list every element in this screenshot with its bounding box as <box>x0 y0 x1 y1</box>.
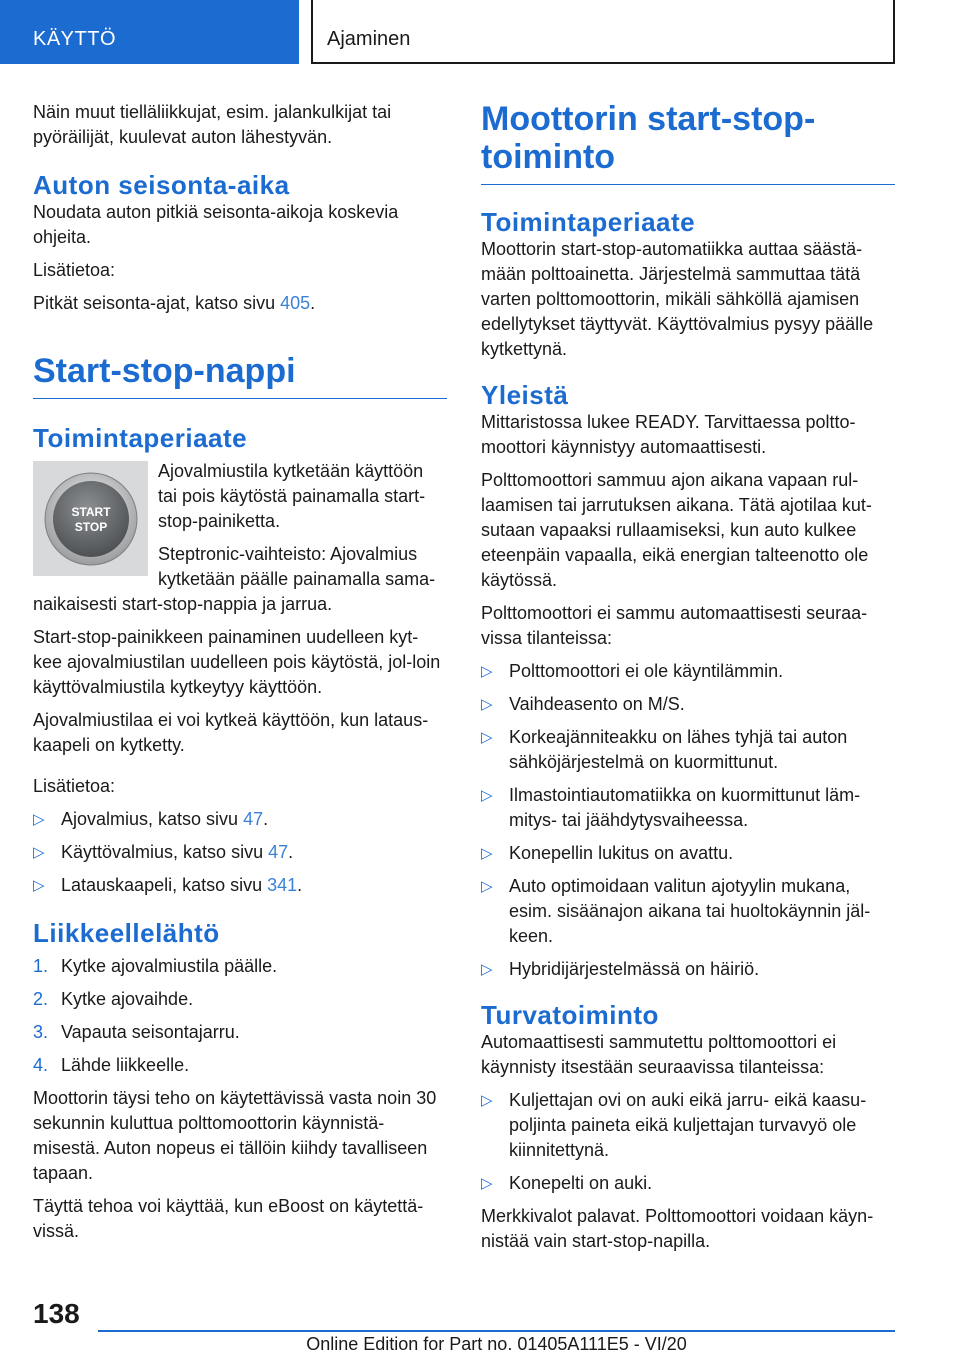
condition-text: Ilmastointiautomatiikka on kuormittunut läm-mitys- tai jäähdytysvaiheessa. <box>509 785 861 830</box>
list-item <box>33 807 447 832</box>
heading-principle-right: Toimintaperiaate <box>481 207 696 237</box>
list-item <box>481 1088 895 1163</box>
bullet-triangle-icon: ▷ <box>481 878 493 895</box>
heading-start-stop-button: Start-stop-nappi <box>33 352 447 399</box>
page-link-47[interactable]: 47 <box>243 809 264 829</box>
drive-steps-list <box>33 954 447 1078</box>
list-item <box>481 1171 895 1196</box>
step-text: Lähde liikkeelle. <box>61 1055 190 1075</box>
section-tab-label: KÄYTTÖ <box>33 28 117 50</box>
list-item <box>481 692 895 717</box>
list-item <box>33 954 447 979</box>
list-item <box>33 1053 447 1078</box>
parking-paragraph-3 <box>33 291 447 316</box>
ref-end: . <box>263 809 269 829</box>
list-item <box>481 659 895 684</box>
bullet-triangle-icon: ▷ <box>481 1092 493 1109</box>
ref-end: . <box>297 875 303 895</box>
safety-paragraph-2: Merkkivalot palavat. Polttomoottori voidaan käyn-nistää vain start-stop-napilla. <box>481 1206 874 1251</box>
right-principle-paragraph: Moottorin start-stop-automatiikka auttaa säästä-mään polttoainetta. Järjestelmä sammuttaa tätä varten polttomoottorin, mikäli sähköllä ajamisen edellytykset täyttyvät. Käyttövalmius pysyy päälle kytkettynä. <box>481 239 874 359</box>
bullet-triangle-icon: ▷ <box>481 787 493 804</box>
drive-paragraph-1: Moottorin täysi teho on käytettävissä vasta noin 30 sekunnin kuluttua polttomoottorin käynnistä-misestä. Auton nopeus ei tällöin kiihdy tavalliseen tapaan. <box>33 1088 437 1183</box>
more-info-label: Lisätietoa: <box>33 776 116 796</box>
safety-paragraph-1: Automaattisesti sammutettu polttomoottori ei käynnisty itsestään seuraavissa tilanteissa: <box>481 1032 837 1077</box>
list-item <box>33 1020 447 1045</box>
step-text: Kytke ajovaihde. <box>61 989 194 1009</box>
safety-item-text: Kuljettajan ovi on auki eikä jarru- eikä kaasu-poljinta paineta eikä kuljettajan turvavyö ole kiinnitettynä. <box>509 1090 867 1160</box>
heading-safety: Turvatoiminto <box>481 1000 659 1030</box>
bullet-triangle-icon: ▷ <box>33 877 45 894</box>
heading-principle-left: Toimintaperiaate <box>33 423 248 453</box>
parking-ref-text: Pitkät seisonta-ajat, katso sivu <box>33 293 281 313</box>
principle-paragraph-3: Start-stop-painikkeen painaminen uudelleen kyt-kee ajovalmiustilan uudelleen pois käytöstä, jol-loin käyttövalmiustila kytkeytyy käyttöön. <box>33 627 441 697</box>
list-item <box>481 874 895 949</box>
conditions-list <box>481 659 895 982</box>
condition-text: Hybridijärjestelmässä on häiriö. <box>509 959 760 979</box>
parking-paragraph-1: Noudata auton pitkiä seisonta-aikoja koskevia ohjeita. <box>33 202 399 247</box>
heading-parking: Auton seisonta-aika <box>33 170 290 200</box>
principle-paragraph-2: Steptronic-vaihteisto: Ajovalmius kytketään päälle painamalla sama-naikaisesti start-stop-nappia ja jarrua. <box>33 544 436 614</box>
bullet-triangle-icon: ▷ <box>481 729 493 746</box>
right-column <box>481 100 895 1262</box>
step-number: 3. <box>33 1022 49 1042</box>
list-item <box>33 840 447 865</box>
ref-text: Käyttövalmius, katso sivu <box>61 842 269 862</box>
principle-paragraph-4: Ajovalmiustilaa ei voi kytkeä käyttöön, kun lataus-kaapeli on kytketty. <box>33 710 429 755</box>
section-tab <box>0 0 299 64</box>
step-text: Kytke ajovalmiustila päälle. <box>61 956 278 976</box>
button-label-start: START <box>70 504 111 519</box>
parking-paragraph-2: Lisätietoa: <box>33 260 116 280</box>
condition-text: Konepellin lukitus on avattu. <box>509 843 734 863</box>
bullet-triangle-icon: ▷ <box>481 1175 493 1192</box>
principle-paragraph-1: Ajovalmiustila kytketään käyttöön tai pois käytöstä painamalla start-stop-painiketta. <box>158 461 426 531</box>
condition-text: Auto optimoidaan valitun ajotyylin mukana, esim. sisäänajon aikana tai huoltokäynnin jäl-keen. <box>509 876 871 946</box>
left-column <box>33 100 447 1252</box>
step-number: 4. <box>33 1055 49 1075</box>
chapter-header-label: Ajaminen <box>327 28 411 50</box>
page-number: 138 <box>33 1298 80 1329</box>
heading-general: Yleistä <box>481 380 569 410</box>
general-paragraph-2: Polttomoottori sammuu ajon aikana vapaan rul-laamisen tai jarrutuksen aikana. Tätä ajotilaa kut-sutaan vapaaksi rullaamiseksi, kun auto kulkee eteenpäin vapaalla, eikä energian talteenotto ole käytössä. <box>481 470 872 590</box>
intro-paragraph: Näin muut tielläliikkujat, esim. jalankulkijat tai pyöräilijät, kuulevat auton lähestyvän. <box>33 102 392 147</box>
start-stop-button-icon <box>44 472 138 566</box>
reference-list <box>33 807 447 898</box>
bullet-triangle-icon: ▷ <box>481 663 493 680</box>
list-item <box>481 841 895 866</box>
ref-end: . <box>288 842 294 862</box>
heading-drive-off: Liikkeellelähtö <box>33 918 220 948</box>
condition-text: Polttomoottori ei ole käyntilämmin. <box>509 661 784 681</box>
chapter-header <box>311 0 895 64</box>
step-number: 1. <box>33 956 49 976</box>
list-item <box>33 987 447 1012</box>
step-number: 2. <box>33 989 49 1009</box>
list-item <box>481 725 895 775</box>
page-link-341[interactable]: 341 <box>267 875 298 895</box>
page-link-405[interactable]: 405 <box>280 293 311 313</box>
button-label-stop: STOP <box>74 519 107 534</box>
page-link-47[interactable]: 47 <box>268 842 289 862</box>
safety-item-text: Konepelti on auki. <box>509 1173 653 1193</box>
drive-paragraph-2: Täyttä tehoa voi käyttää, kun eBoost on käytettä-vissä. <box>33 1196 424 1241</box>
safety-list <box>481 1088 895 1196</box>
parking-ref-end: . <box>310 293 316 313</box>
heading-engine-start-stop: Moottorin start-stop-toiminto <box>481 100 895 185</box>
bullet-triangle-icon: ▷ <box>481 961 493 978</box>
condition-text: Korkeajänniteakku on lähes tyhjä tai auton sähköjärjestelmä on kuormittunut. <box>509 727 848 772</box>
ref-text: Latauskaapeli, katso sivu <box>61 875 268 895</box>
condition-text: Vaihdeasento on M/S. <box>509 694 685 714</box>
general-paragraph-1: Mittaristossa lukee READY. Tarvittaessa poltto-moottori käynnistyy automaattisesti. <box>481 412 856 457</box>
footer-edition: Online Edition for Part no. 01405A111E5 - VI/20 <box>306 1334 687 1354</box>
bullet-triangle-icon: ▷ <box>33 844 45 861</box>
list-item <box>481 957 895 982</box>
list-item <box>481 783 895 833</box>
footer-divider <box>98 1330 895 1332</box>
bullet-triangle-icon: ▷ <box>481 696 493 713</box>
ref-text: Ajovalmius, katso sivu <box>61 809 244 829</box>
general-paragraph-3: Polttomoottori ei sammu automaattisesti seuraa-vissa tilanteissa: <box>481 603 868 648</box>
start-stop-button-image <box>33 461 148 576</box>
bullet-triangle-icon: ▷ <box>33 811 45 828</box>
step-text: Vapauta seisontajarru. <box>61 1022 240 1042</box>
list-item <box>33 873 447 898</box>
bullet-triangle-icon: ▷ <box>481 845 493 862</box>
